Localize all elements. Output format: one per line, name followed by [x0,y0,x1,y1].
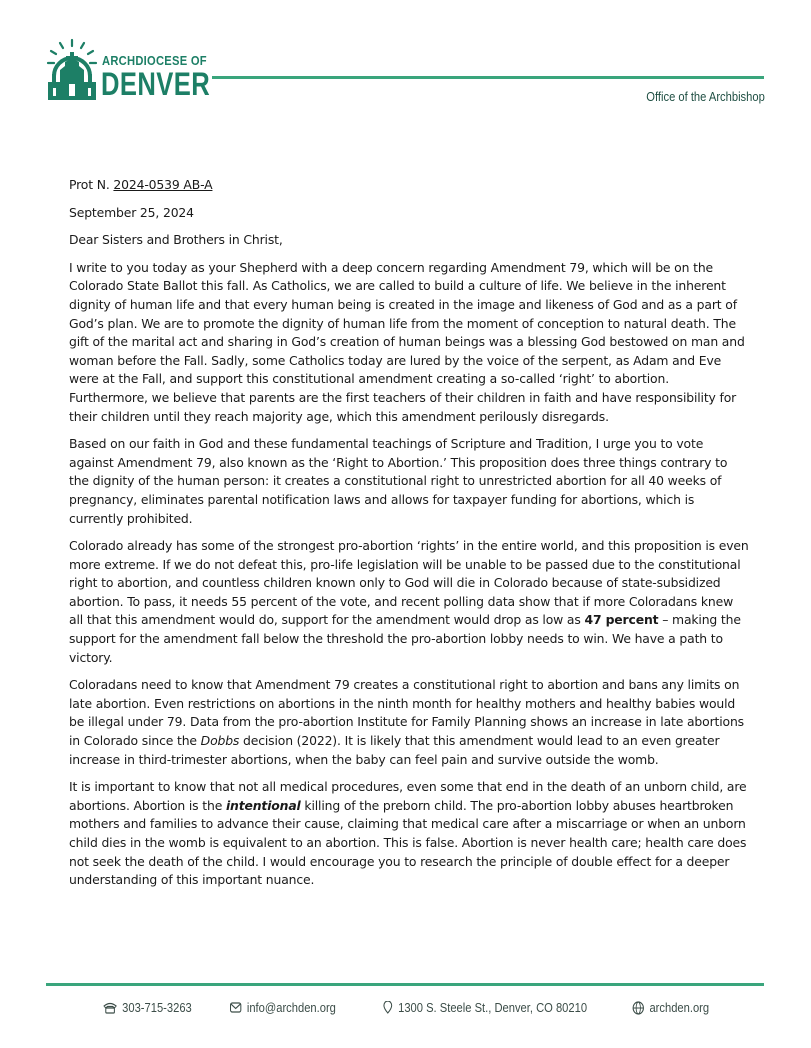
footer-email[interactable] [229,1000,335,1015]
mail-icon [229,1002,241,1013]
street-address: 1300 S. Steele St., Denver, CO 80210 [398,1000,588,1015]
email-address: info@archden.org [246,1000,336,1015]
paragraph-1: I write to you today as your Shepherd with a deep concern regarding Amendment 79, which will be on the Colorado State Ballot this fall. As Catholics, we are called to build a culture of life. We believe in the inherent dignity of human life and that every human being is created in the image and likeness of God and as a part of God’s plan. We are to promote the dignity of human life from the moment of conception to natural death. The gift of the marital act and sharing in God’s creation of human beings was a blessing God bestowed on man and woman before the Fall. Sadly, some Catholics today are lured by the voice of the serpent, as Adam and Eve were at the Fall, and support this constitutional amendment creating a so-called ‘right’ to abortion. Furthermore, we believe that parents are the first teachers of their children in faith and have responsibility for their children until they reach majority age, which this amendment perilously disregards. [69,259,745,424]
protocol-line [69,176,749,195]
paragraph-2: Based on our faith in God and these fundamental teachings of Scripture and Tradition, I urge you to vote against Amendment 79, also known as the ‘Right to Abortion.’ This proposition does three things contrary to the dignity of the human person: it creates a constitutional right to unrestricted abortion for all 40 weeks of pregnancy, eliminates parental notification laws and allows for taxpayer funding for abortions, which is currently prohibited. [69,436,728,526]
protocol-label: Prot N. [69,177,110,192]
archdiocese-logo [44,36,211,104]
cathedral-emblem-icon [44,36,100,102]
footer-phone[interactable] [103,1000,192,1015]
letter-date: September 25, 2024 [69,204,194,220]
location-icon [383,1001,393,1014]
office-label: Office of the Archbishop [646,89,765,104]
salutation: Dear Sisters and Brothers in Christ, [69,232,283,248]
footer-address[interactable] [383,1000,587,1015]
emphasis-percent: 47 percent [584,612,659,628]
phone-icon [103,1002,117,1014]
letter-body [69,176,749,899]
website-url: archden.org [649,1000,710,1015]
globe-icon [632,1001,644,1015]
contact-footer [0,1000,811,1015]
phone-number: 303-715-3263 [121,1000,192,1015]
paragraph-5: It is important to know that not all medical procedures, even some that end in the death of an unborn child, are abortions. Abortion is the intentional killing of the preborn child. The pro-abortion lobby abuses heartbroken mothers and families to advance their cause, claiming that medical care after a miscarriage or when an unborn child dies in the womb is equivalent to an abortion. This is false. Abortion is never health care; health care does not seek the death of the child. I would encourage you to research the principle of double effect for a deeper understanding of this important nuance. [69,779,747,888]
paragraph-4: Coloradans need to know that Amendment 79 creates a constitutional right to abortion and bans any limits on late abortion. Even restrictions on abortions in the ninth month for healthy mothers and healthy babies would be illegal under 79. Data from the pro-abortion Institute for Family Planning shows an increase in late abortions in Colorado since the Dobbs decision (2022). It is likely that this amendment would lead to an even greater increase in third-trimester abortions, when the baby can feel pain and survive outside the womb. [69,677,744,767]
case-name: Dobbs [200,733,240,749]
footer-website[interactable] [632,1000,709,1015]
emphasis-intentional: intentional [225,797,301,813]
paragraph-3: Colorado already has some of the strongest pro-abortion ‘rights’ in the entire world, and this proposition is even more extreme. If we do not defeat this, pro-life legislation will be unable to be passed due to the constitutional right to abortion, and countless children known only to God will die in Colorado because of state-subsidized abortion. To pass, it needs 55 percent of the vote, and recent polling data show that if more Coloradans knew all that this amendment would do, support for the amendment would drop as low as 47 percent – making the support for the amendment fall below the threshold the pro-abortion lobby needs to win. We have a path to victory. [69,538,749,665]
org-name-line1: ARCHDIOCESE OF [102,53,207,68]
footer-divider [46,983,764,986]
header-divider [212,76,764,79]
protocol-number: 2024-0539 AB-A [113,177,213,192]
org-name-line2: DENVER [101,66,211,102]
